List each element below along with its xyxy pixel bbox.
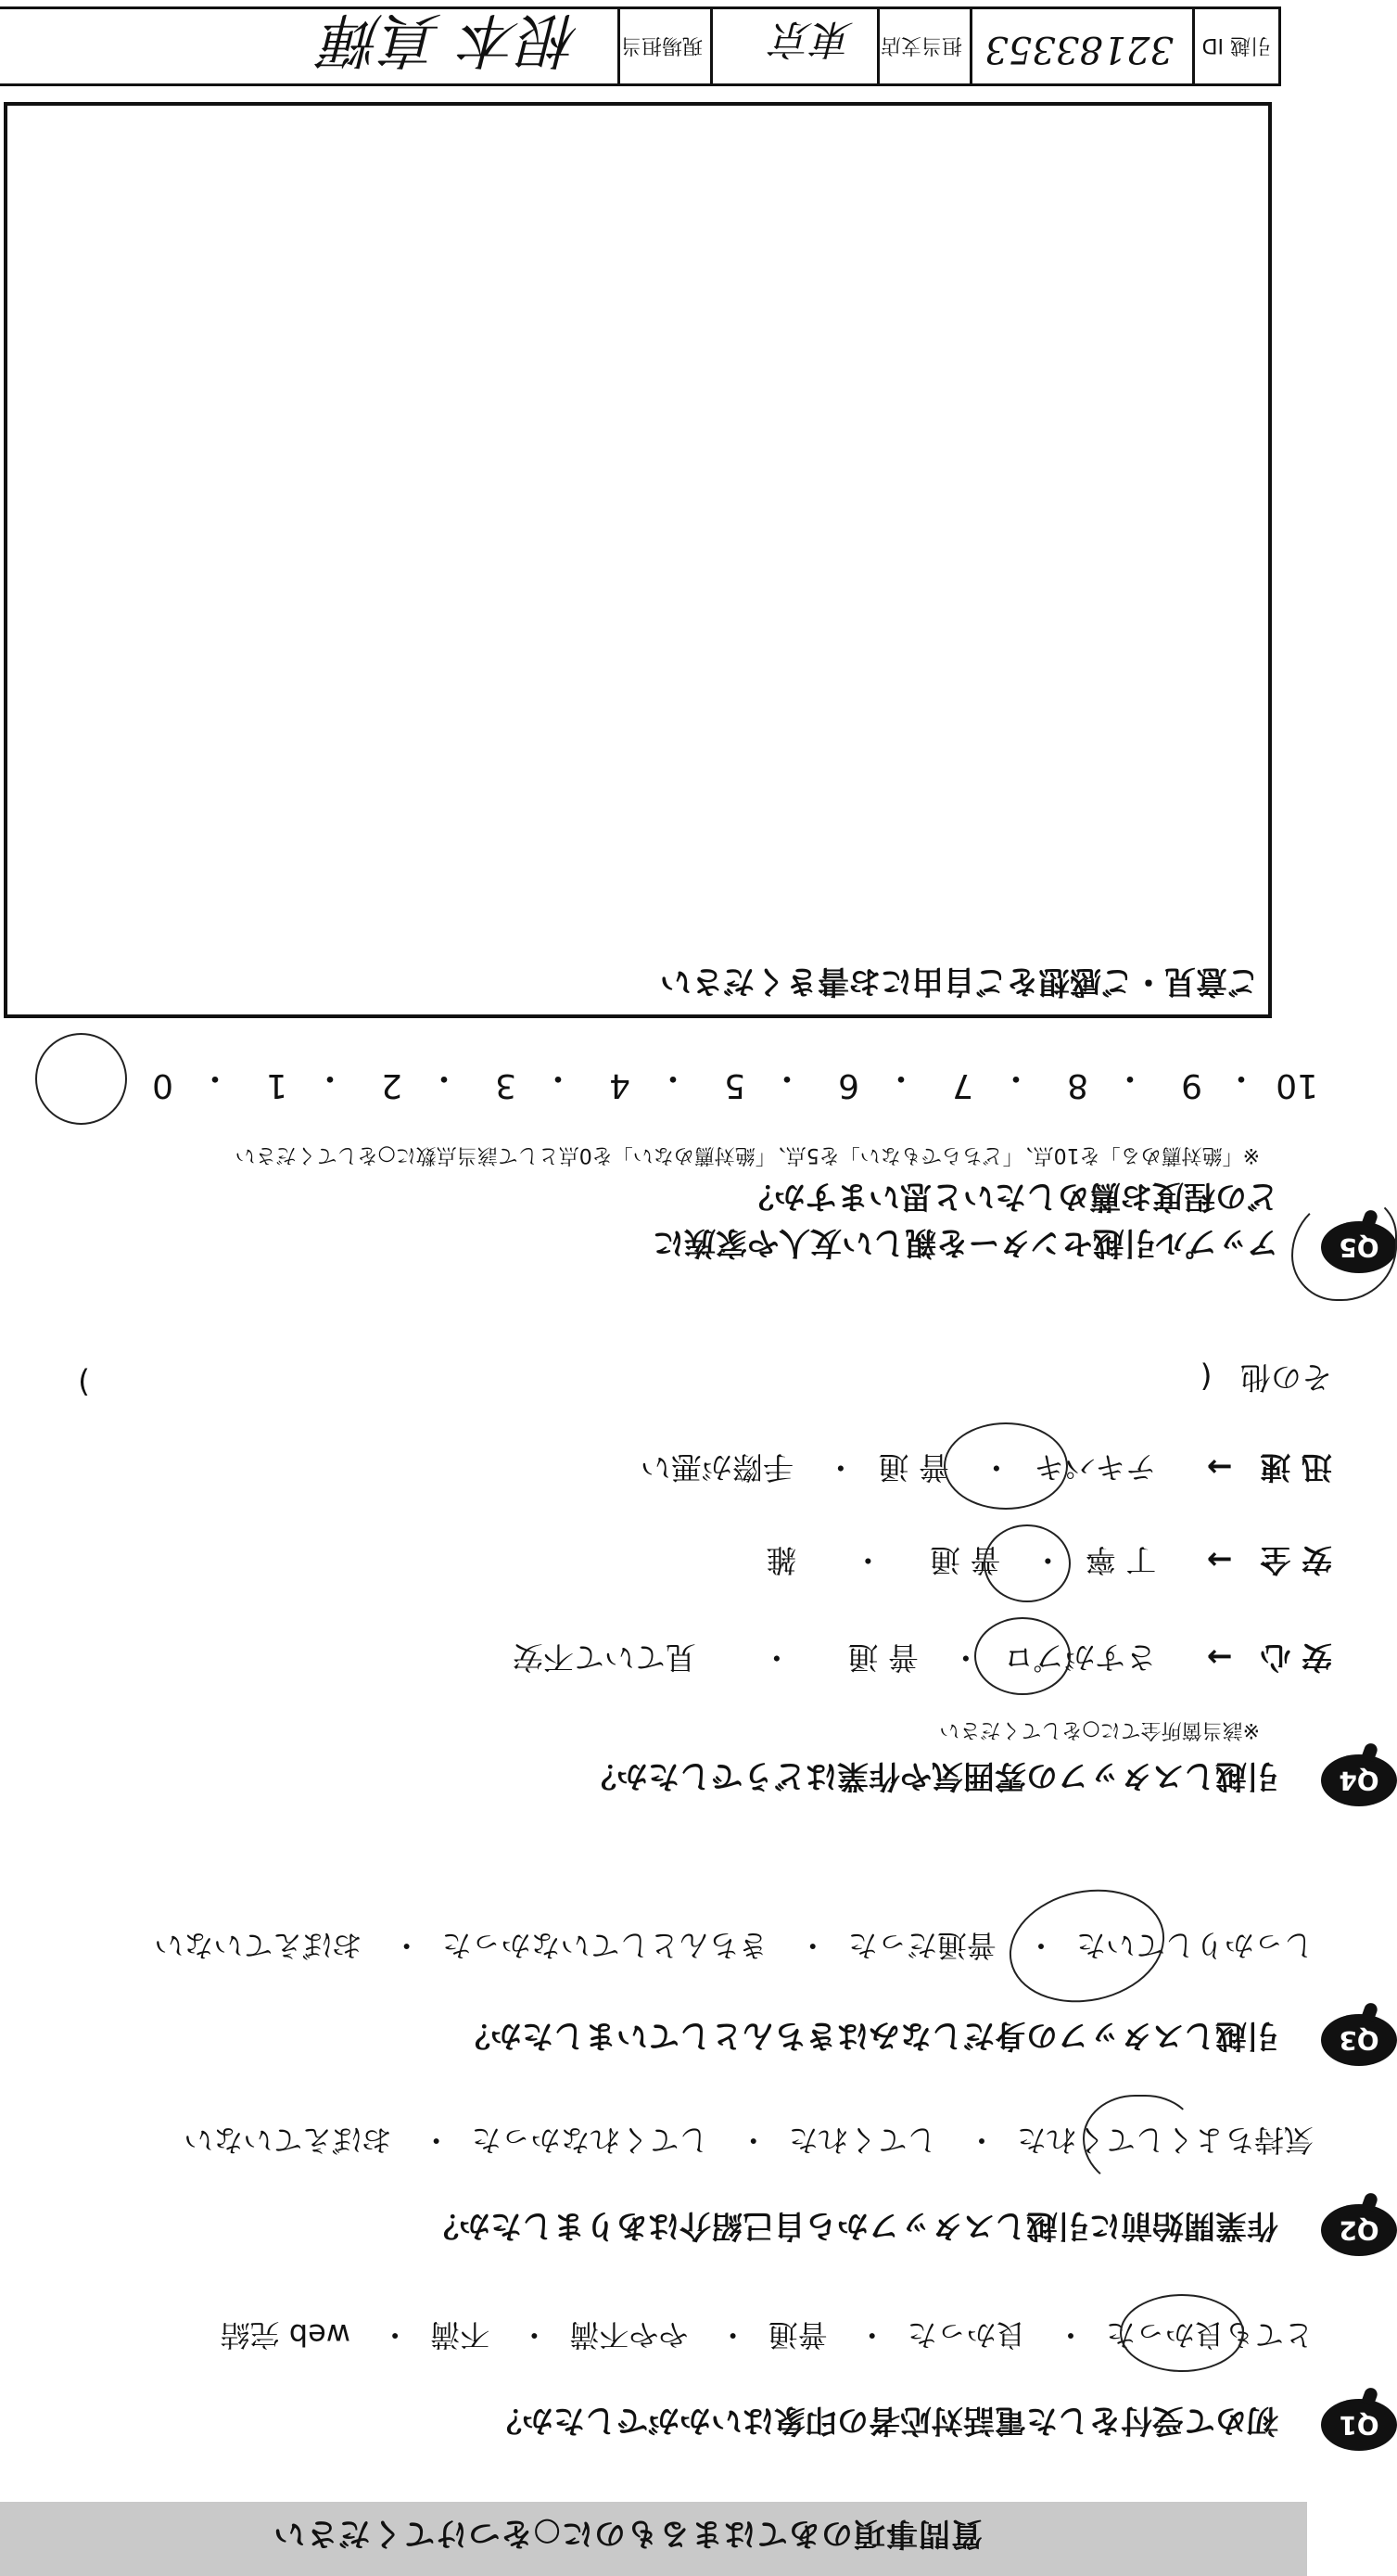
q1-option[interactable]: やや不満 <box>569 2317 689 2353</box>
q4-other-close: ) <box>78 1365 90 1401</box>
q1-option[interactable]: 普通 <box>768 2317 828 2353</box>
q5-title-line1: アップル引越センターを親しい友人や家族に <box>653 1224 1278 1261</box>
q5-scale-dot: ・ <box>540 1059 575 1097</box>
id-value: 32183353 <box>984 28 1174 70</box>
q3-option[interactable]: 普通だった <box>847 1928 997 1963</box>
q5-icon: Q5 <box>1321 1221 1397 1273</box>
q5-score[interactable]: 7 <box>952 1066 973 1104</box>
staff-value: 根本 真輝 <box>324 5 580 73</box>
q4-note: ※該当箇所全てに○をしてください <box>939 1718 1260 1741</box>
q4-row-anzen: 安 全→ 丁 寧・ 普 通・ 雑 <box>766 1542 1332 1578</box>
q4-title: 引越しスタッフの雰囲気や作業はどうでしたか？ <box>585 1757 1278 1794</box>
q3-option[interactable]: きちんとしていなかった <box>441 1928 768 1963</box>
q2-icon: Q2 <box>1321 2204 1397 2256</box>
instruction-banner <box>0 2502 1307 2576</box>
q5-scale-dot: ・ <box>197 1059 232 1097</box>
q5-icon-scribble <box>1291 1195 1397 1301</box>
q1-option[interactable]: web 完結 <box>220 2317 350 2353</box>
q5-score[interactable]: 4 <box>609 1066 630 1104</box>
q3-icon: Q3 <box>1321 2014 1397 2066</box>
q4-option[interactable]: 丁 寧 <box>1085 1542 1157 1578</box>
q4-option[interactable]: 手際が悪い <box>640 1449 794 1486</box>
q1-selection-circle <box>1120 2294 1244 2372</box>
q4-icon: Q4 <box>1321 1754 1397 1806</box>
q5-score[interactable]: 2 <box>381 1066 402 1104</box>
q4-option[interactable]: 雑 <box>766 1542 797 1578</box>
q5-score[interactable]: 8 <box>1067 1066 1088 1104</box>
q2-title: 作業開始前に引越しスタッフから自己紹介はありましたか？ <box>427 2207 1278 2244</box>
q4-row-jinsoku: 迅 速→ テキパキ・ 普 通・ 手際が悪い <box>640 1449 1332 1486</box>
instruction-text: 質問事項のあてはまるものに○をつけてください <box>273 2515 983 2552</box>
q3-option[interactable]: しっかりしていた <box>1075 1928 1314 1963</box>
q4-option[interactable]: さすがプロ <box>1003 1639 1157 1676</box>
q5-scale-dot: ・ <box>883 1059 918 1097</box>
q5-scale-dot: ・ <box>769 1059 804 1097</box>
q4-other-open: ( <box>1200 1359 1213 1396</box>
arrow-icon: → <box>1206 1639 1233 1676</box>
arrow-icon: → <box>1206 1542 1233 1578</box>
q5-score[interactable]: 1 <box>266 1066 287 1104</box>
q3-selection-circle <box>998 1876 1175 2017</box>
id-label: 引越 ID <box>1201 33 1271 57</box>
q5-scale-dot: ・ <box>998 1059 1033 1097</box>
q5-score[interactable]: 5 <box>724 1066 745 1104</box>
q5-score[interactable]: 6 <box>838 1066 859 1104</box>
q5-score[interactable]: 3 <box>495 1066 516 1104</box>
q2-option[interactable]: してくれなかった <box>471 2123 709 2158</box>
q2-selection-mark <box>1083 2095 1198 2191</box>
q3-title: 引越しスタッフの身だしなみはきちんとしていましたか？ <box>459 2017 1278 2054</box>
q4-row-label: 安 心 <box>1260 1639 1332 1676</box>
q4-row-label: 安 全 <box>1260 1542 1332 1578</box>
q1-option[interactable]: とても良かった <box>1105 2317 1314 2353</box>
q5-scale-dot: ・ <box>1112 1059 1147 1097</box>
q2-options: 気持ちよくしてくれた・ してくれた・ してくれなかった・ おぼえていない <box>184 2123 1314 2158</box>
branch-value: 東京 <box>772 15 854 62</box>
arrow-icon: → <box>1206 1449 1233 1486</box>
q4-option[interactable]: 普 通 <box>878 1449 949 1486</box>
q5-score[interactable]: 9 <box>1181 1066 1202 1104</box>
branch-label-cell <box>877 9 972 83</box>
q5-scale-dot: ・ <box>1224 1059 1258 1097</box>
q4-option[interactable]: テキパキ <box>1034 1449 1157 1486</box>
staff-label: 現場担当 <box>620 33 703 57</box>
q4-row2-selection-circle <box>984 1524 1071 1602</box>
comment-box[interactable] <box>4 102 1272 1018</box>
q1-options: とても良かった・ 良かった・ 普通・ やや不満・ 不満・ web 完結 <box>220 2317 1314 2353</box>
q5-selection-circle <box>35 1033 127 1125</box>
comment-body[interactable] <box>26 124 1250 950</box>
q4-row3-selection-circle <box>944 1422 1068 1510</box>
id-cell <box>970 9 1195 83</box>
q4-option[interactable]: 普 通 <box>929 1542 1001 1578</box>
q4-row-anshin: 安 心→ さすがプロ・ 普 通・ 見ていて不安 <box>512 1639 1332 1676</box>
q3-options: しっかりしていた・ 普通だった・ きちんとしていなかった・ おぼえていない <box>154 1928 1314 1963</box>
q2-option[interactable]: 気持ちよくしてくれた <box>1016 2123 1314 2158</box>
q2-option[interactable]: おぼえていない <box>184 2123 392 2158</box>
q4-row1-selection-circle <box>974 1617 1071 1695</box>
q4-row-label: 迅 速 <box>1260 1449 1332 1486</box>
staff-cell <box>0 5 620 83</box>
q5-scale-dot: ・ <box>312 1059 347 1097</box>
footer-id-table <box>0 6 1281 86</box>
q5-score[interactable]: 10 <box>1276 1066 1318 1104</box>
q3-option[interactable]: おぼえていない <box>154 1928 362 1963</box>
q4-other-input[interactable] <box>118 1362 1156 1403</box>
q5-scale <box>57 1058 1318 1104</box>
q5-title-line2: どの程度お薦めしたいと思いますか？ <box>743 1178 1278 1215</box>
q5-note: ※「絶対薦める」を10点、「どちらでもない」を5点、「絶対薦めない」を0点として該当点数に○をしてください <box>235 1143 1260 1167</box>
staff-label-cell <box>617 9 713 83</box>
q2-option[interactable]: してくれた <box>788 2123 937 2158</box>
branch-cell <box>710 9 880 83</box>
q5-score[interactable]: 0 <box>152 1066 173 1104</box>
q1-title: 初めて受付をした電話対応者の印象はいかがでしたか？ <box>490 2402 1278 2439</box>
q4-option[interactable]: 見ていて不安 <box>512 1639 696 1676</box>
q5-scale-dot: ・ <box>426 1059 461 1097</box>
q4-other-label: その他 <box>1240 1359 1332 1396</box>
q1-icon: Q1 <box>1321 2399 1397 2451</box>
q1-option[interactable]: 不満 <box>430 2317 490 2353</box>
q4-option[interactable]: 普 通 <box>847 1639 919 1676</box>
comment-title: ご意見・ご感想をご自由にお書きください <box>660 963 1259 1000</box>
branch-label: 担当支店 <box>880 33 962 57</box>
q5-scale-dot: ・ <box>655 1059 690 1097</box>
q1-option[interactable]: 良かった <box>907 2317 1026 2353</box>
